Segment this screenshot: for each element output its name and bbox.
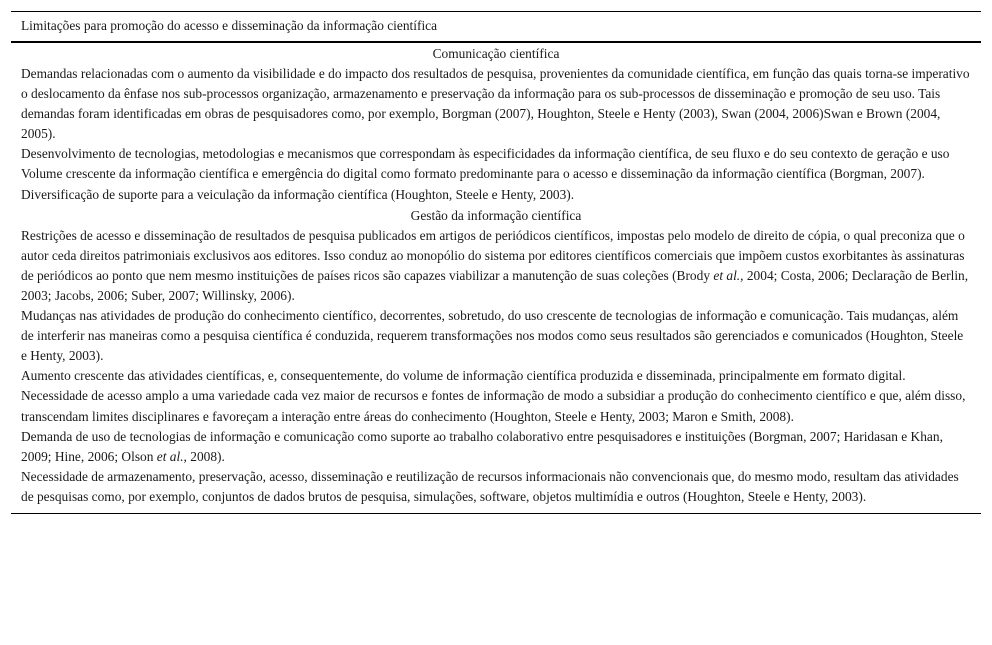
table-row: Restrições de acesso e disseminação de resultados de pesquisa publicados em artigos de periódicos científicos, impostas pelo modelo de direito de cópia, o qual preconiza que o autor ceda direitos patrimoniais exclusivos aos editores. Isso conduz ao monopólio do sistema por editores científicos comerciais que impõem custos exorbitantes às assinaturas de periódicos ao ponto que nem mesmo instituições de países ricos são capazes viabilizar a manutenção de suas coleções (Brody et al., 2004; Costa, 2006; Declaração de Berlin, 2003; Jacobs, 2006; Suber, 2007; Willinsky, 2006). — [21, 227, 969, 303]
table-header: Limitações para promoção do acesso e disseminação da informação científica — [11, 12, 981, 43]
section-communication — [11, 43, 981, 205]
section-management — [11, 205, 981, 507]
et-al-italic: et al. — [713, 267, 741, 283]
table-row: Desenvolvimento de tecnologias, metodologias e mecanismos que correspondam às especificidades da informação científica, de seu fluxo e do seu contexto de geração e uso — [21, 146, 950, 162]
table-row: Demandas relacionadas com o aumento da visibilidade e do impacto dos resultados de pesquisa, provenientes da comunidade científica, em função das quais torna-se imperativo o deslocamento da ênfase nos sub-processos organização, armazenamento e preservação da informação para os sub-processos de disseminação e promoção de seu uso. Tais demandas foram identificadas em obras de pesquisadores como, por exemplo, Borgman (2007), Houghton, Steele e Henty (2003), Swan (2004, 2006)Swan e Brown (2004, 2005). — [21, 66, 970, 142]
section-title: Comunicação científica — [432, 46, 560, 61]
table-row: Demanda de uso de tecnologias de informação e comunicação como suporte ao trabalho colaborativo entre pesquisadores e instituições (Borgman, 2007; Haridasan e Khan, 2009; Hine, 2006; Olson et al., 2008). — [21, 428, 943, 464]
table-row: Diversificação de suporte para a veiculação da informação científica (Houghton, Steele e Henty, 2003). — [21, 186, 575, 202]
table-row: Aumento crescente das atividades científicas, e, consequentemente, do volume de informação científica produzida e disseminada, principalmente em formato digital. — [21, 368, 906, 384]
table-row: Necessidade de armazenamento, preservação, acesso, disseminação e reutilização de recursos informacionais não convencionais que, do mesmo modo, resultam das atividades de pesquisas como, por exemplo, conjuntos de dados brutos de pesquisa, simulações, software, objetos multimídia e outros (Houghton, Steele e Henty, 2003). — [21, 468, 959, 504]
table-bottom-rule — [11, 513, 981, 514]
section-title: Gestão da informação científica — [410, 207, 582, 223]
limitations-table — [11, 11, 981, 514]
table-row: Mudanças nas atividades de produção do conhecimento científico, decorrentes, sobretudo, do uso crescente de tecnologias de informação e comunicação. Tais mudanças, além de interferir nas maneiras como a pesquisa científica é conduzida, requerem transformações nos modos como seus resultados são gerenciados e comunicados (Houghton, Steele e Henty, 2003). — [21, 308, 964, 364]
et-al-italic: et al. — [156, 448, 184, 464]
table-row: Necessidade de acesso amplo a uma variedade cada vez maior de recursos e fontes de informação de modo a subsidiar a produção do conhecimento científico e que, além disso, transcendam limites disciplinares e favoreçam a interação entre áreas do conhecimento (Houghton, Steele e Henty, 2003; Maron e Smith, 2008). — [21, 388, 966, 424]
table-row: Volume crescente da informação científica e emergência do digital como formato predominante para o acesso e disseminação da informação científica (Borgman, 2007). — [21, 166, 925, 182]
